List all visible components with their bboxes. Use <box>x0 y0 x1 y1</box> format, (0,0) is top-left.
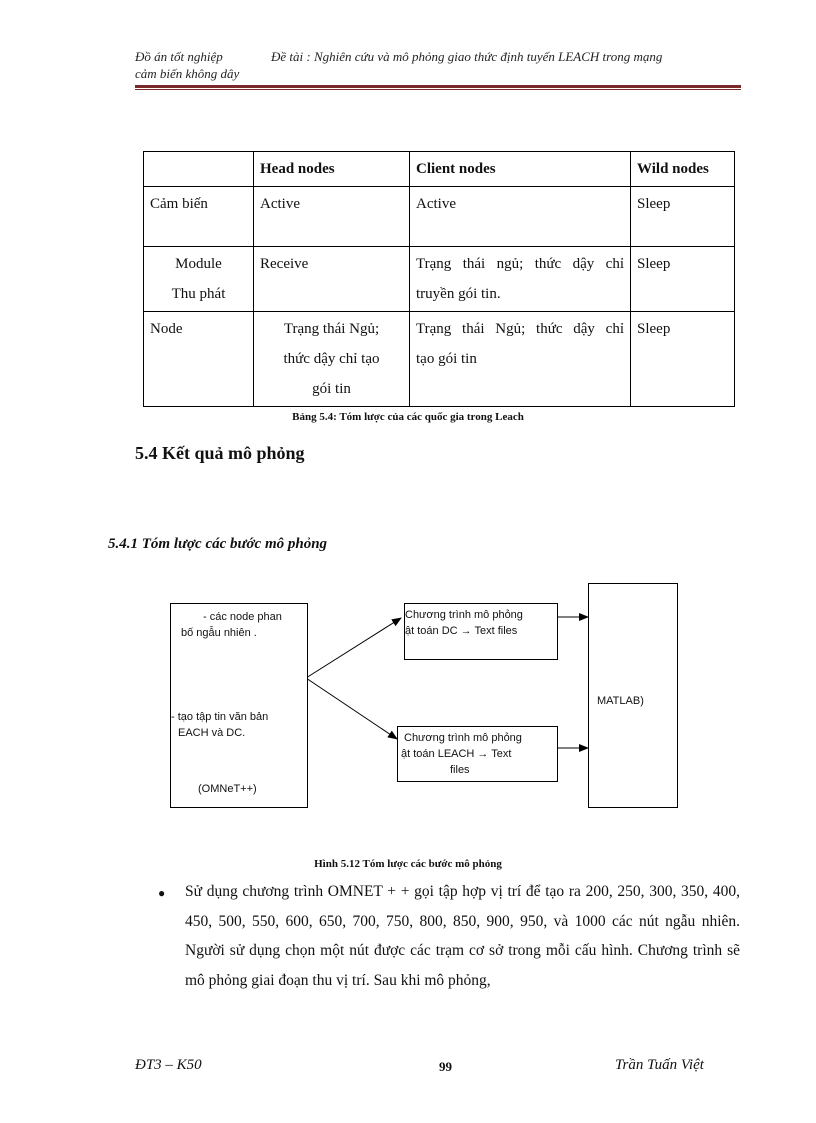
box-text: bố ngẫu nhiên . <box>181 627 257 639</box>
box-text: - các node phan <box>203 611 282 623</box>
subsection-title: 5.4.1 Tóm lược các bước mô phỏng <box>108 536 328 552</box>
cell-text: Sleep <box>637 196 671 212</box>
cell-text: Module <box>175 256 222 272</box>
leach-simulation-box <box>397 726 558 782</box>
arrow-to-dc-box <box>306 618 401 678</box>
box-text: EACH và DC. <box>178 727 246 739</box>
section-title: 5.4 Kết quả mô phỏng <box>135 443 305 463</box>
header-rule-thick <box>135 85 741 88</box>
cell-text: Thu phát <box>171 286 226 302</box>
cell-text: Trạng thái Ngủ; thức dậy chỉ <box>416 321 624 337</box>
cell-text: gói tin <box>312 381 351 397</box>
table-cell <box>144 312 254 407</box>
footer-right: Trần Tuấn Việt <box>615 1057 704 1073</box>
cell-text: thức dậy chỉ tạo <box>283 351 380 367</box>
table-row <box>144 247 735 312</box>
table-cell <box>631 187 735 247</box>
table-cell <box>254 312 410 407</box>
header-topic-continued: cảm biến không dây <box>135 66 240 81</box>
table-header-cell <box>144 152 254 187</box>
figure-caption: Hình 5.12 Tóm lược các bước mô phỏng <box>314 858 502 870</box>
cell-text: Trạng thái ngủ; thức dậy chỉ <box>416 256 624 272</box>
table-cell <box>144 187 254 247</box>
box-text: (OMNeT++) <box>198 783 257 795</box>
table-caption: Bảng 5.4: Tóm lược của các quốc gia trong Leach <box>292 411 524 423</box>
cell-text: Active <box>260 196 300 212</box>
footer-left: ĐT3 – K50 <box>135 1057 202 1073</box>
table-header-cell: Client nodes <box>410 152 631 187</box>
box-text: MATLAB) <box>597 695 644 707</box>
table-cell <box>410 187 631 247</box>
arrow-to-leach-box <box>306 678 397 739</box>
box-text: ật toán LEACH → Text <box>401 748 512 760</box>
body-paragraph: Sử dụng chương trình OMNET + + gọi tập hợp vị trí để tạo ra 200, 250, 300, 350, 400, 450, 500, 550, 600, 650, 700, 750, 800, 850, 900, 950, và 1000 các nút ngẫu nhiên. Người sử dụng chọn một nút được các trạm cơ sở trong mỗi cấu hình. Chương trình sẽ mô phỏng giai đoạn thu vị trí. Sau khi mô phỏng, <box>185 883 740 989</box>
table-cell <box>410 247 631 312</box>
box-text: files <box>450 764 470 776</box>
cell-text: Node <box>150 321 183 337</box>
header-rule-thin <box>135 89 741 90</box>
cell-text: Active <box>416 196 456 212</box>
table-header-cell: Wild nodes <box>631 152 735 187</box>
box-text: Chương trình mô phỏng <box>405 609 523 621</box>
omnet-box <box>170 603 308 808</box>
table-cell <box>254 247 410 312</box>
table-cell <box>410 312 631 407</box>
dc-simulation-box <box>404 603 558 660</box>
bullet-icon: ● <box>158 886 166 900</box>
cell-text: Trạng thái Ngủ; <box>283 321 380 337</box>
table-cell <box>631 247 735 312</box>
cell-text: Sleep <box>637 256 671 272</box>
table-header-cell: Head nodes <box>254 152 410 187</box>
cell-text: Receive <box>260 256 309 272</box>
cell-text: Cảm biến <box>150 196 208 212</box>
box-text: ật toán DC → Text files <box>405 625 518 637</box>
header-topic: Đề tài : Nghiên cứu và mô phỏng giao thức định tuyến LEACH trong mạng <box>271 49 663 64</box>
cell-text: truyền gói tin. <box>416 286 501 302</box>
node-states-table <box>143 151 735 407</box>
header-left: Đồ án tốt nghiệp <box>135 49 223 64</box>
box-text: - tạo tập tin văn bản <box>171 711 269 723</box>
table-cell <box>631 312 735 407</box>
table-row <box>144 187 735 247</box>
matlab-box <box>588 583 678 808</box>
cell-text: tạo gói tin <box>416 351 477 367</box>
page-number: 99 <box>439 1059 452 1074</box>
box-text: Chương trình mô phỏng <box>404 732 522 744</box>
table-row <box>144 312 735 407</box>
cell-text: Sleep <box>637 321 671 337</box>
table-cell <box>254 187 410 247</box>
table-header-row <box>144 152 735 187</box>
table-cell <box>144 247 254 312</box>
